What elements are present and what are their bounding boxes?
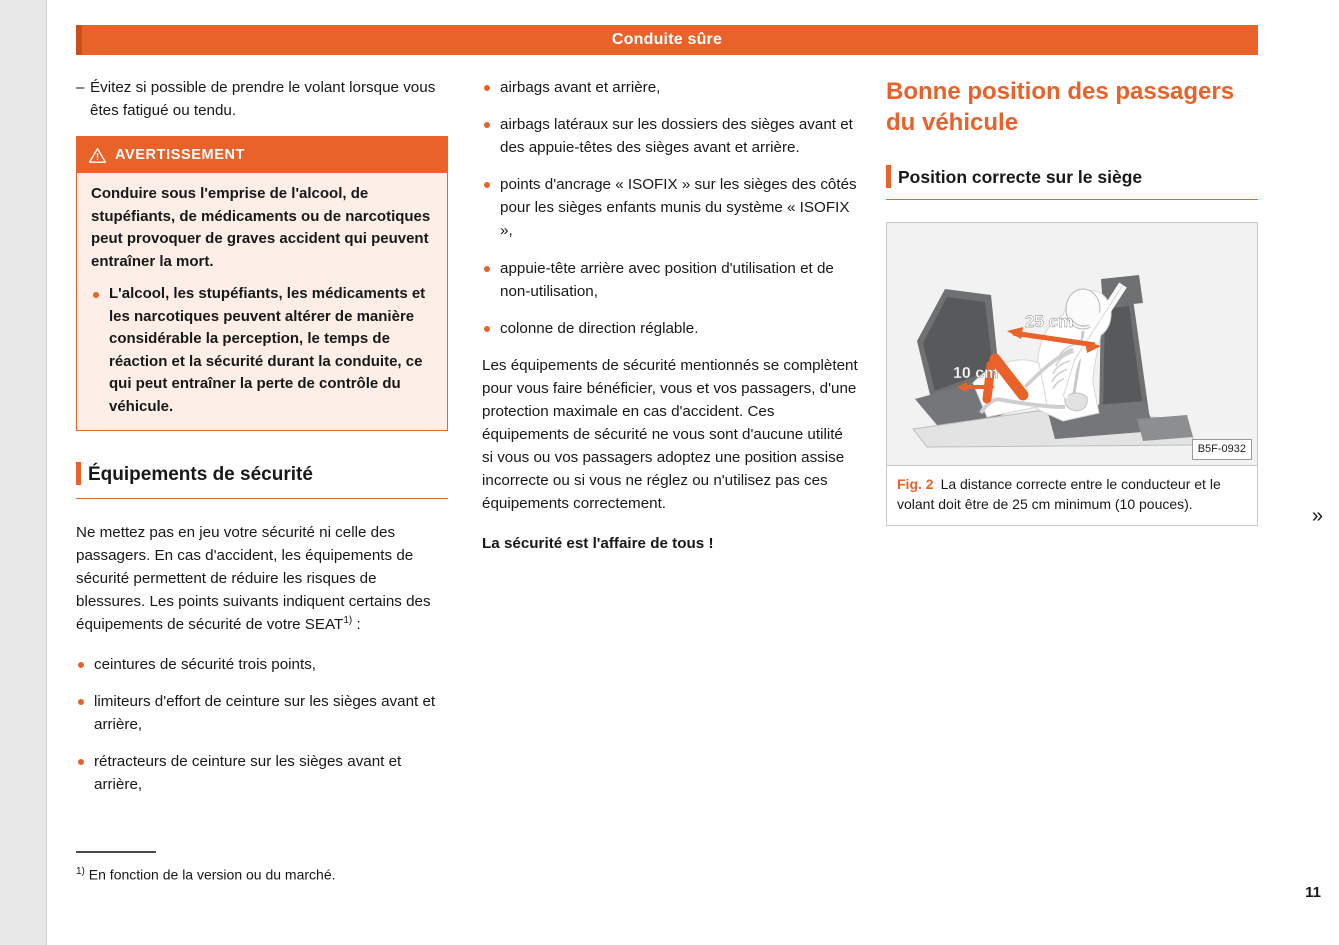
binding-strip xyxy=(0,0,46,945)
list-item: ceintures de sécurité trois points, xyxy=(76,653,448,676)
page-header xyxy=(76,25,1258,55)
column-left xyxy=(76,76,448,810)
figure-label: Fig. 2 xyxy=(897,475,934,492)
section-heading-bar xyxy=(76,462,81,485)
svg-text:10 cm: 10 cm xyxy=(953,364,999,382)
warning-triangle-icon xyxy=(89,148,106,163)
warning-bullet: L'alcool, les stupéfiants, les médicaments et les narcotiques peuvent altérer de manière considérable la perception, le temps de réaction et la sécurité durant la conduite, ce qui peut entraîner la perte de contrôle du véhicule. xyxy=(91,283,433,418)
list-item: airbags latéraux sur les dossiers des sièges avant et des appuie-têtes des sièges avant et arrière. xyxy=(482,113,858,159)
body-paragraph-end: : xyxy=(352,616,361,634)
chapter-title: Bonne position des passagers du véhicule xyxy=(886,78,1235,137)
section-heading-bar xyxy=(886,165,891,188)
list-item: airbags avant et arrière, xyxy=(482,76,858,99)
page-header-title: Conduite sûre xyxy=(611,31,723,48)
binding-edge xyxy=(46,0,47,945)
footnote-marker-inline: 1) xyxy=(343,615,353,627)
warning-body xyxy=(77,173,447,430)
list-item: rétracteurs de ceinture sur les sièges avant et arrière, xyxy=(76,750,448,796)
figure-caption xyxy=(887,465,1257,525)
dash-list-item xyxy=(76,76,448,122)
warning-paragraph: Conduire sous l'emprise de l'alcool, de stupéfiants, de médicaments ou de narcotiques peut provoquer de graves accident qui peuvent entraîner la mort. xyxy=(91,185,431,270)
body-paragraph: Les équipements de sécurité mentionnés se complètent pour vous faire bénéficier, vous et vos passagers, d'une protection maximale en cas d'accident. Ces équipements de sécurité ne vous sont d'aucune utilité si vous ou vos passagers adoptez une position assise incorrecte ou si vous ne réglez ou n'utilisez pas ces équipements correctement. xyxy=(482,356,858,513)
next-page-marker: » xyxy=(1311,505,1323,527)
list-item: appuie-tête arrière avec position d'utilisation et de non-utilisation, xyxy=(482,257,858,303)
section-heading-text: Équipements de sécurité xyxy=(88,464,313,486)
figure-code: B5F-0932 xyxy=(1192,439,1252,460)
warning-title: AVERTISSEMENT xyxy=(115,147,245,164)
footnote xyxy=(76,866,496,883)
annotation-10cm xyxy=(953,365,998,392)
closing-statement: La sécurité est l'affaire de tous ! xyxy=(482,534,714,552)
figure-caption-text: La distance correcte entre le conducteur et le volant doit être de 25 cm minimum (10 pouces). xyxy=(897,475,1221,513)
dash-marker: – xyxy=(76,79,85,96)
page-number: 11 xyxy=(1305,884,1321,901)
column-right xyxy=(886,76,1258,526)
footnote-marker: 1) xyxy=(76,866,85,877)
section-heading-position xyxy=(886,164,1258,200)
section-heading-equipements xyxy=(76,461,448,499)
list-item: points d'ancrage « ISOFIX » sur les sièges des côtés pour les sièges enfants munis du système « ISOFIX », xyxy=(482,173,858,242)
svg-text:25 cm: 25 cm xyxy=(1025,311,1074,331)
figure-image xyxy=(887,223,1257,465)
body-paragraph xyxy=(76,521,448,637)
warning-header xyxy=(77,137,447,173)
footnote-divider xyxy=(76,851,156,853)
list-item: limiteurs d'effort de ceinture sur les sièges avant et arrière, xyxy=(76,690,448,736)
column-middle xyxy=(482,76,858,555)
footnote-text: En fonction de la version ou du marché. xyxy=(88,866,336,883)
body-paragraph-text: Ne mettez pas en jeu votre sécurité ni celle des passagers. En cas d'accident, les équipements de sécurité permettent de réduire les risques de blessures. Les points suivants indiquent certains des équipements de sécurité de votre SEAT xyxy=(76,524,431,634)
seating-position-illustration xyxy=(887,223,1257,465)
page-header-accent xyxy=(76,25,82,55)
warning-box xyxy=(76,136,448,431)
figure-2 xyxy=(886,222,1258,526)
list-item: colonne de direction réglable. xyxy=(482,317,858,340)
section-heading-text: Position correcte sur le siège xyxy=(898,167,1143,188)
dash-item-text: Évitez si possible de prendre le volant lorsque vous êtes fatigué ou tendu. xyxy=(90,79,436,120)
